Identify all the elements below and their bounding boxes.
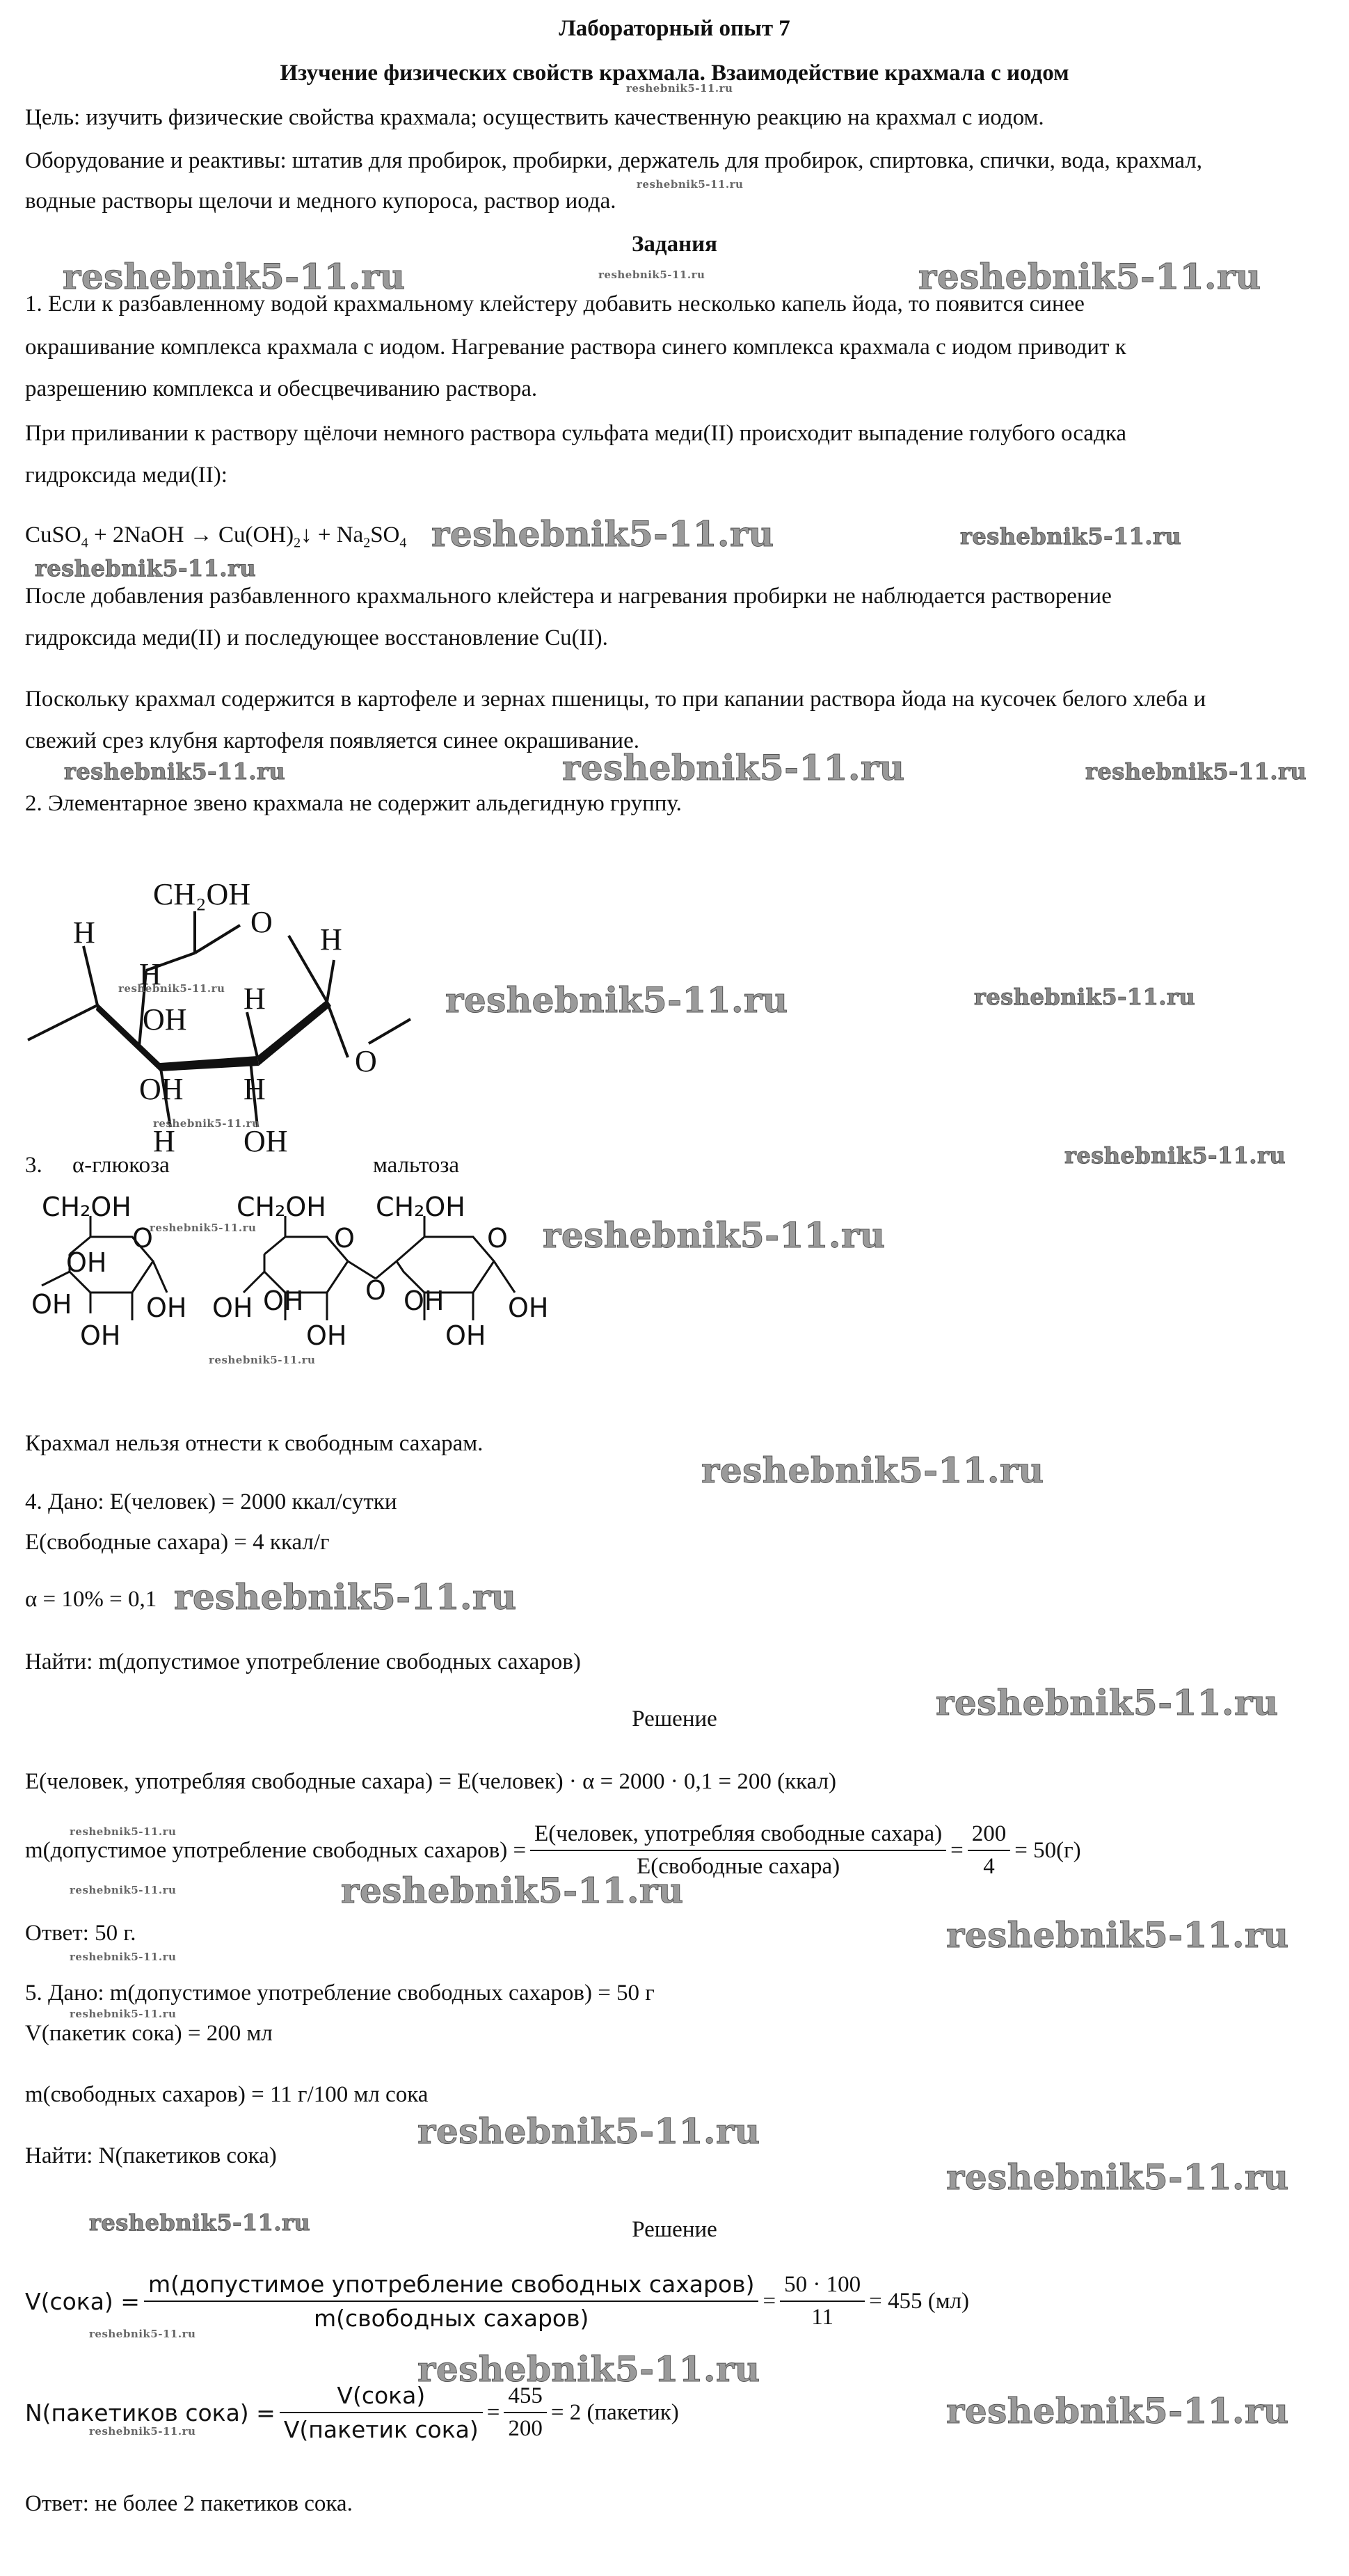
maltose-oh-2: OH — [212, 1293, 253, 1323]
equipment-line-2: водные растворы щелочи и медного купороса, раствор иода. — [25, 189, 616, 214]
watermark: reshebnik5-11.ru — [946, 2390, 1289, 2431]
watermark: reshebnik5-11.ru — [70, 1951, 177, 1963]
watermark: reshebnik5-11.ru — [70, 2008, 177, 2020]
watermark: reshebnik5-11.ru — [1085, 758, 1307, 785]
h-label-1: H — [320, 922, 342, 957]
watermark: reshebnik5-11.ru — [431, 513, 774, 554]
task4-calc-1: E(человек, употребляя свободные сахара) = E(человек) · α = 2000 · 0,1 = 200 (ккал) — [25, 1769, 837, 1794]
watermark: reshebnik5-11.ru — [637, 178, 744, 191]
watermark: reshebnik5-11.ru — [960, 523, 1182, 550]
watermark: reshebnik5-11.ru — [562, 747, 905, 788]
task4-find: Найти: m(допустимое употребление свободных сахаров) — [25, 1649, 581, 1674]
task4-solution-heading: Решение — [632, 1706, 717, 1731]
task1-line-6: После добавления разбавленного крахмального клейстера и нагревания пробирки не наблюдается растворение — [25, 584, 1112, 609]
task5-given-3: m(свободных сахаров) = 11 г/100 мл сока — [25, 2082, 429, 2107]
watermark: reshebnik5-11.ru — [918, 256, 1261, 297]
ch2oh-label: CH₂OH — [153, 877, 251, 911]
tasks-heading: Задания — [632, 232, 717, 257]
maltose-o-2: O — [487, 1223, 508, 1254]
task5-given-2: V(пакетик сока) = 200 мл — [25, 2021, 273, 2046]
watermark: reshebnik5-11.ru — [974, 984, 1196, 1010]
h-label-3: H — [139, 957, 161, 991]
task1-line-2: окрашивание комплекса крахмала с иодом. Нагревание раствора синего комплекса крахмала с иодом приводит к — [25, 335, 1126, 360]
maltose-oh-6: OH — [508, 1293, 549, 1323]
watermark: reshebnik5-11.ru — [417, 2349, 760, 2390]
watermark: reshebnik5-11.ru — [64, 758, 286, 785]
page-title: Лабораторный опыт 7 — [559, 16, 790, 41]
task4-given-1: 4. Дано: E(человек) = 2000 ккал/сутки — [25, 1489, 397, 1514]
watermark: reshebnik5-11.ru — [70, 1825, 177, 1838]
task1-line-7: гидроксида меди(II) и последующее восстановление Cu(II). — [25, 625, 608, 650]
maltose-oh-3: OH — [306, 1320, 347, 1351]
h-label-4: H — [244, 982, 266, 1016]
task1-line-1: 1. Если к разбавленному водой крахмальному клейстеру добавить несколько капель йода, то появится синее — [25, 291, 1085, 317]
glucose-oh-2: OH — [31, 1289, 72, 1320]
task1-line-9: свежий срез клубня картофеля появляется синее окрашивание. — [25, 728, 639, 753]
watermark: reshebnik5-11.ru — [946, 2157, 1289, 2198]
watermark: reshebnik5-11.ru — [174, 1576, 517, 1617]
oh-label-2: OH — [139, 1072, 184, 1106]
maltose-ch2oh-1: CH₂OH — [237, 1192, 326, 1222]
glucose-label: α-глюкоза — [72, 1153, 170, 1178]
glycosidic-o-label: O — [355, 1044, 377, 1078]
maltose-o-1: O — [334, 1223, 355, 1254]
maltose-oh-5: OH — [445, 1320, 486, 1351]
task5-answer: Ответ: не более 2 пакетиков сока. — [25, 2491, 353, 2516]
task1-line-8: Поскольку крахмал содержится в картофеле и зернах пшеницы, то при капании раствора йода на кусочек белого хлеба и — [25, 687, 1206, 712]
task4-given-2: E(свободные сахара) = 4 ккал/г — [25, 1530, 330, 1555]
page-subtitle: Изучение физических свойств крахмала. Взаимодействие крахмала с иодом — [280, 61, 1069, 86]
watermark: reshebnik5-11.ru — [89, 2328, 196, 2340]
maltose-ch2oh-2: CH₂OH — [376, 1192, 465, 1222]
task5-solution-heading: Решение — [632, 2217, 717, 2242]
task5-given-1: 5. Дано: m(допустимое употребление свободных сахаров) = 50 г — [25, 1981, 655, 2006]
watermark: reshebnik5-11.ru — [946, 1914, 1289, 1955]
watermark: reshebnik5-11.ru — [417, 2111, 760, 2152]
watermark: reshebnik5-11.ru — [1064, 1142, 1286, 1169]
watermark: reshebnik5-11.ru — [150, 1222, 257, 1234]
glucose-ch2oh: CH₂OH — [42, 1192, 131, 1222]
task4-answer: Ответ: 50 г. — [25, 1921, 136, 1946]
h-label-2: H — [73, 915, 95, 950]
ring-oxygen-label: O — [250, 905, 273, 939]
maltose-link-o: O — [365, 1275, 386, 1306]
task5-volume-formula: V(сока) = $\frac{\text{m(допустимое употребление свободных сахаров)}}{\text{m(свободных сахаров)}}$ = $\frac{50 \cdot 100}{11}$ = 455 (мл) — [25, 2271, 970, 2332]
glucose-oh-4: OH — [146, 1293, 187, 1323]
watermark: reshebnik5-11.ru — [35, 555, 257, 582]
watermark: reshebnik5-11.ru — [70, 1884, 177, 1896]
glucose-oh-3: OH — [80, 1320, 121, 1351]
equipment-line-1: Оборудование и реактивы: штатив для пробирок, пробирки, держатель для пробирок, спиртовка, спички, вода, крахмал, — [25, 148, 1203, 173]
glucose-oh-1: OH — [66, 1247, 107, 1278]
watermark: reshebnik5-11.ru — [89, 2209, 311, 2236]
maltose-oh-1: OH — [263, 1286, 304, 1316]
task3-number: 3. — [25, 1153, 42, 1178]
h-label-5: H — [244, 1072, 266, 1106]
task1-line-4: При приливании к раствору щёлочи немного раствора сульфата меди(II) происходит выпадение голубого осадка — [25, 421, 1126, 446]
oh-label-3: OH — [244, 1124, 288, 1158]
task4-given-3: α = 10% = 0,1 — [25, 1587, 157, 1612]
watermark: reshebnik5-11.ru — [89, 2425, 196, 2438]
task5-count-formula: N(пакетиков сока) = $\frac{\text{V(сока)}}{\text{V(пакетик сока)}}$ = $\frac{455}{200}$ = 2 (пакетик) — [25, 2382, 679, 2443]
reaction-equation: CuSO$_4$ + 2NaOH → $Cu(OH)_2↓ + Na_2SO_4$ — [25, 522, 407, 551]
maltose-oh-4: OH — [404, 1286, 445, 1316]
task5-find: Найти: N(пакетиков сока) — [25, 2143, 277, 2168]
watermark: reshebnik5-11.ru — [598, 269, 705, 281]
watermark: reshebnik5-11.ru — [118, 982, 225, 995]
watermark: reshebnik5-11.ru — [936, 1682, 1279, 1723]
maltose-label: мальтоза — [373, 1153, 460, 1178]
task1-line-3: разрешению комплекса и обесцвечиванию раствора. — [25, 376, 538, 401]
task3-conclusion: Крахмал нельзя отнести к свободным сахарам. — [25, 1431, 484, 1456]
watermark: reshebnik5-11.ru — [701, 1450, 1044, 1491]
watermark: reshebnik5-11.ru — [209, 1354, 316, 1366]
watermark: reshebnik5-11.ru — [341, 1870, 684, 1911]
watermark: reshebnik5-11.ru — [63, 256, 406, 297]
task4-formula: m(допустимое употребление свободных сахаров) = $\frac{\text{E(человек, употребляя свободные сахара)}}{\text{E(свободные сахара)}}$ = $\frac{200}{4}$ = 50(г) — [25, 1821, 1081, 1879]
task1-line-5: гидроксида меди(II): — [25, 463, 228, 488]
glucose-o: O — [132, 1223, 153, 1254]
task2-text: 2. Элементарное звено крахмала не содержит альдегидную группу. — [25, 791, 682, 816]
watermark: reshebnik5-11.ru — [445, 979, 788, 1021]
starch-unit-structure — [14, 856, 445, 1162]
watermark: reshebnik5-11.ru — [543, 1215, 886, 1256]
h-label-6: H — [153, 1124, 175, 1158]
watermark: reshebnik5-11.ru — [626, 82, 733, 95]
watermark: reshebnik5-11.ru — [153, 1117, 260, 1130]
oh-label-1: OH — [143, 1002, 187, 1037]
goal-text: Цель: изучить физические свойства крахмала; осуществить качественную реакцию на крахмал с иодом. — [25, 105, 1044, 130]
